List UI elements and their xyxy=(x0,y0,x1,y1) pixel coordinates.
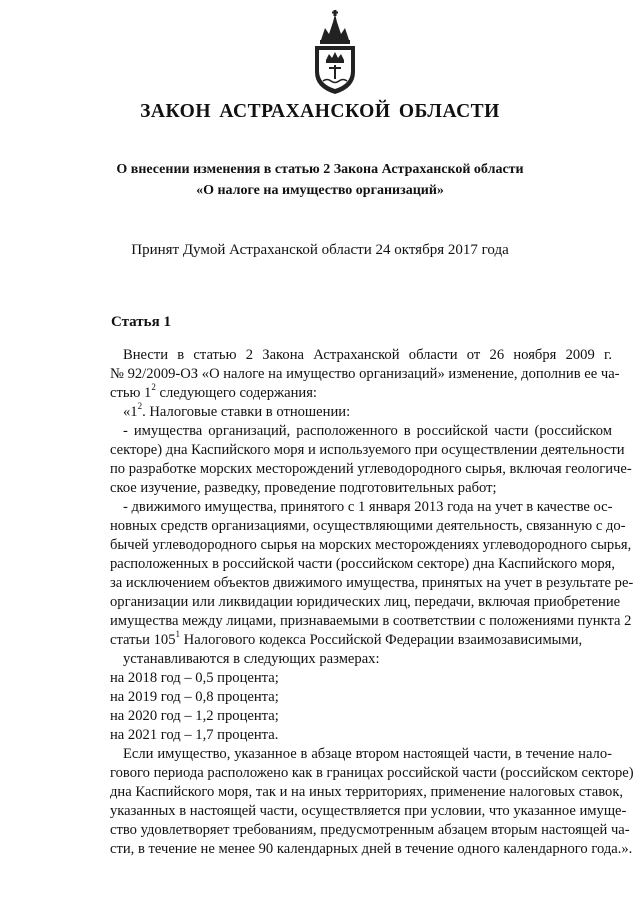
adoption-note: Принят Думой Астраханской области 24 октября 2017 года xyxy=(131,242,509,258)
body-line: № 92/2009-ОЗ «О налоге на имущество организаций» изменение, дополнив ее ча- xyxy=(110,366,620,382)
body-line: имущества между лицами, признаваемыми в соответствии с положениями пункта 2 xyxy=(110,613,632,629)
body-line: Если имущество, указанное в абзаце втором настоящей части, в течение нало- xyxy=(123,746,612,762)
law-title: ЗАКОН АСТРАХАНСКОЙ ОБЛАСТИ xyxy=(140,101,500,122)
body-line: организации или ликвидации юридических лиц, передачи, включая приобретение xyxy=(110,594,621,610)
law-subtitle-line-1: О внесении изменения в статью 2 Закона Астраханской области xyxy=(116,162,524,177)
body-line: за исключением объектов движимого имущества, принятых на учет в результате ре- xyxy=(110,575,634,591)
body-line: ское изучение, разведку, проведение подготовительных работ; xyxy=(110,480,497,496)
body-line: гового периода расположено как в границах российской части (российском секторе) xyxy=(110,765,634,781)
body-line: сти, в течение не менее 90 календарных дней в течение одного календарного года.». xyxy=(110,841,633,857)
body-line: новных средств организациями, осуществляющими деятельность, связанную с до- xyxy=(110,518,626,534)
rate-line: на 2019 год – 0,8 процента; xyxy=(110,689,279,705)
astrakhan-coat-of-arms-icon xyxy=(307,10,363,96)
rate-line: на 2020 год – 1,2 процента; xyxy=(110,708,279,724)
body-line: расположенных в российской части (российском секторе) дна Каспийского моря, xyxy=(110,556,615,572)
law-subtitle-line-2: «О налоге на имущество организаций» xyxy=(196,183,444,198)
rate-line: на 2021 год – 1,7 процента. xyxy=(110,727,279,743)
body-line: указанных в настоящей части, осуществляется при условии, что указанное имуще- xyxy=(110,803,627,819)
body-line: устанавливаются в следующих размерах: xyxy=(123,651,380,667)
body-line: стью $1^2$ следующего содержания: xyxy=(110,382,317,401)
article-heading: Статья 1 xyxy=(111,314,171,330)
body-line: Внести в статью 2 Закона Астраханской области от 26 ноября 2009 г. xyxy=(123,347,612,363)
body-line: дна Каспийского моря, так и на иных территориях, применение налоговых ставок, xyxy=(110,784,624,800)
body-line: по разработке морских месторождений углеводородного сырья, включая геологиче- xyxy=(110,461,632,477)
body-line: бычей углеводородного сырья на морских месторождениях углеводородного сырья, xyxy=(110,537,632,553)
body-line: - движимого имущества, принятого с 1 января 2013 года на учет в качестве ос- xyxy=(123,499,613,515)
rate-line: на 2018 год – 0,5 процента; xyxy=(110,670,279,686)
body-line: - имущества организаций, расположенного в российской части (российском xyxy=(123,423,612,439)
body-line: ство удовлетворяет требованиям, предусмотренным абзацем вторым настоящей ча- xyxy=(110,822,630,838)
body-line: «$1^2$. Налоговые ставки в отношении: xyxy=(123,401,351,420)
body-line: секторе) дна Каспийского моря и используемого при осуществлении деятельности xyxy=(110,442,625,458)
body-line: статьи $105^1$ Налогового кодекса Российской Федерации взаимозависимыми, xyxy=(110,629,583,648)
